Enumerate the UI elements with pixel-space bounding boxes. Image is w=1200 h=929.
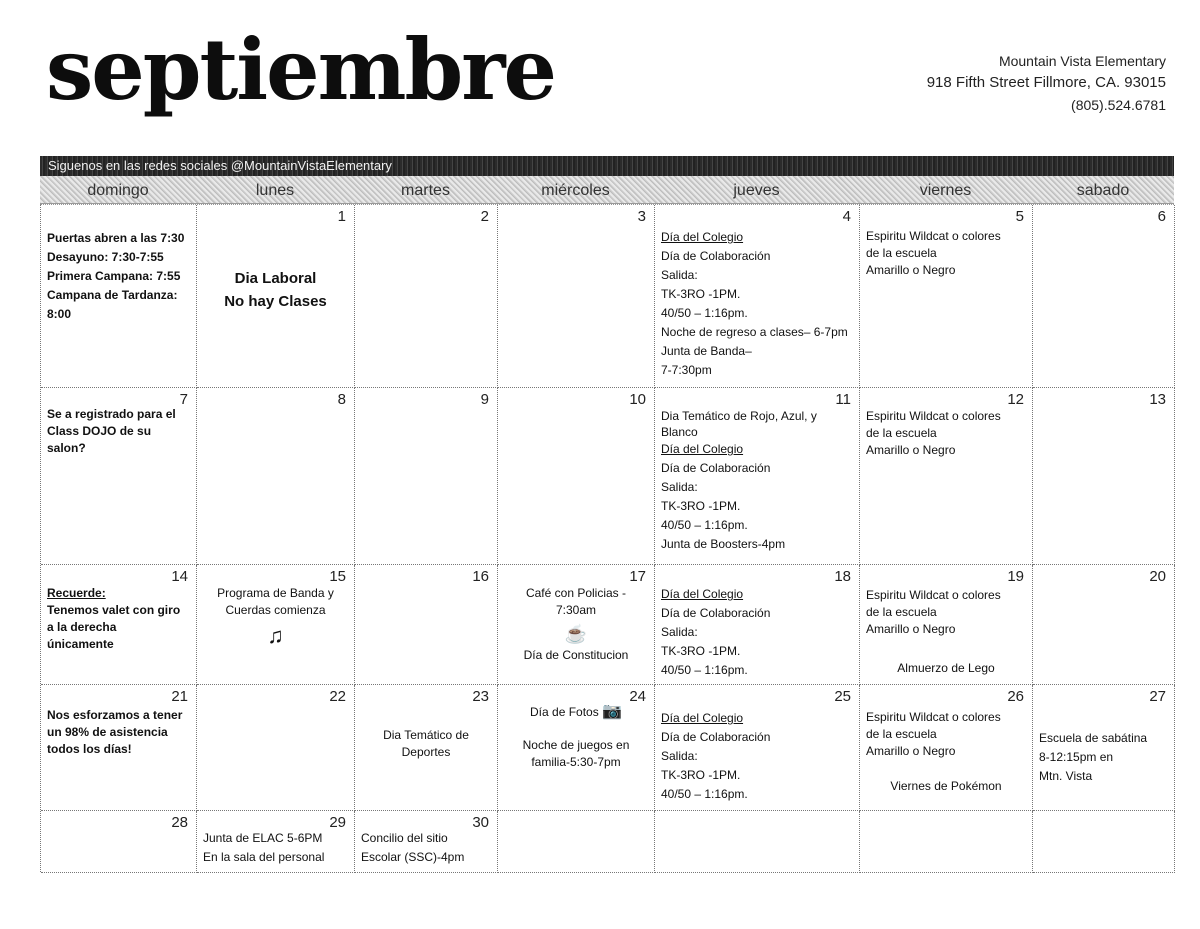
event-line: Día de Colaboración <box>661 249 771 263</box>
event-line: 7:30am <box>555 603 597 617</box>
day-number: 14 <box>171 568 188 585</box>
day-number: 19 <box>1007 568 1024 585</box>
info-line: Primera Campana: 7:55 <box>47 269 181 283</box>
event-line: Amarillo o Negro <box>866 263 956 277</box>
month-title: septiembre <box>46 20 555 119</box>
day-number: 7 <box>179 391 188 408</box>
calendar-cell <box>355 811 498 873</box>
event-line: No hay Clases <box>224 293 327 310</box>
calendar-cell <box>860 811 1033 873</box>
day-number: 26 <box>1007 688 1024 705</box>
info-line: Nos esforzamos a tener <box>47 708 183 722</box>
event-line: 40/50 – 1:16pm. <box>661 306 748 320</box>
day-number: 10 <box>629 391 646 408</box>
event-line: Noche de regreso a clases– 6-7pm <box>661 325 848 339</box>
calendar-cell <box>1033 565 1175 685</box>
event-line: Junta de Banda– <box>661 344 752 358</box>
school-phone: (805).524.6781 <box>1071 97 1166 113</box>
event-line: Día de Constitucion <box>523 648 629 662</box>
event-line: 8-12:15pm en <box>1039 750 1114 764</box>
event-line: 40/50 – 1:16pm. <box>661 518 748 532</box>
calendar-cell <box>41 565 197 685</box>
calendar-cell <box>655 205 860 388</box>
event-line: 7-7:30pm <box>661 363 712 377</box>
info-line: salon? <box>47 441 86 455</box>
event-line: 40/50 – 1:16pm. <box>661 787 748 801</box>
info-line: 8:00 <box>47 307 72 321</box>
event-line: Cuerdas comienza <box>225 603 326 617</box>
event-line: Viernes de Pokémon <box>890 779 1002 793</box>
calendar-cell <box>355 565 498 685</box>
social-media-bar: Siguenos en las redes sociales @MountainVistaElementary <box>40 156 1174 176</box>
info-line: Tenemos valet con giro <box>47 603 181 617</box>
event-line: Mtn. Vista <box>1039 769 1093 783</box>
info-line: Desayuno: 7:30-7:55 <box>47 250 164 264</box>
calendar-cell <box>197 811 355 873</box>
calendar-cell <box>1033 811 1175 873</box>
info-line: Recuerde: <box>47 586 106 600</box>
event-line: Día del Colegio <box>661 711 744 725</box>
event-line: Dia Temático de <box>383 728 469 742</box>
day-number: 15 <box>329 568 346 585</box>
event-line: TK-3RO -1PM. <box>661 499 741 513</box>
event-line: TK-3RO -1PM. <box>661 768 741 782</box>
calendar-cell <box>355 685 498 811</box>
calendar-cell <box>197 388 355 565</box>
weekday-header <box>40 176 1174 204</box>
day-number: 16 <box>472 568 489 585</box>
school-name: Mountain Vista Elementary <box>998 53 1166 69</box>
weekday-friday: viernes <box>919 182 972 199</box>
event-line: Concilio del sitio <box>361 831 448 845</box>
event-line: Espiritu Wildcat o colores <box>866 710 1001 724</box>
event-line: Almuerzo de Lego <box>897 661 995 675</box>
music-note-icon: ♫ <box>267 623 284 648</box>
calendar-cell <box>498 205 655 388</box>
calendar-cell <box>498 811 655 873</box>
event-line: Día de Colaboración <box>661 461 771 475</box>
event-line: Día de Fotos <box>530 705 599 719</box>
event-line: Salida: <box>661 268 698 282</box>
day-number: 12 <box>1007 391 1024 408</box>
event-line: Escuela de sabátina <box>1039 731 1148 745</box>
day-number: 6 <box>1157 208 1166 225</box>
event-line: Programa de Banda y <box>217 586 334 600</box>
day-number: 20 <box>1149 568 1166 585</box>
calendar-cell <box>860 565 1033 685</box>
event-line: Salida: <box>661 625 698 639</box>
event-line: En la sala del personal <box>203 850 325 864</box>
event-line: Escolar (SSC)-4pm <box>361 850 465 864</box>
calendar-cell <box>860 685 1033 811</box>
info-line: Puertas abren a las 7:30 <box>47 231 185 245</box>
calendar-cell <box>655 388 860 565</box>
event-line: de la escuela <box>866 246 937 260</box>
event-line: TK-3RO -1PM. <box>661 287 741 301</box>
event-line: familia-5:30-7pm <box>531 755 621 769</box>
weekday-tuesday: martes <box>401 182 450 199</box>
event-line: de la escuela <box>866 605 937 619</box>
calendar-cell <box>41 811 197 873</box>
event-line: Noche de juegos en <box>522 738 630 752</box>
event-line: Espiritu Wildcat o colores <box>866 588 1001 602</box>
day-number: 4 <box>842 208 851 225</box>
day-number: 18 <box>834 568 851 585</box>
day-number: 1 <box>337 208 346 225</box>
calendar-cell <box>41 685 197 811</box>
calendar-cell <box>860 388 1033 565</box>
event-line: Salida: <box>661 749 698 763</box>
info-line: Campana de Tardanza: <box>47 288 178 302</box>
day-number: 9 <box>480 391 489 408</box>
event-line: de la escuela <box>866 727 937 741</box>
day-number: 23 <box>472 688 489 705</box>
coffee-cup-icon: ☕ <box>564 624 588 644</box>
event-line: Amarillo o Negro <box>866 443 956 457</box>
event-line: 40/50 – 1:16pm. <box>661 663 748 677</box>
calendar-cell <box>498 565 655 685</box>
event-line: Espiritu Wildcat o colores <box>866 409 1001 423</box>
school-address: 918 Fifth Street Fillmore, CA. 93015 <box>926 74 1166 91</box>
calendar-cell <box>655 565 860 685</box>
calendar-grid <box>40 204 1174 872</box>
weekday-thursday: jueves <box>733 182 780 199</box>
day-number: 22 <box>329 688 346 705</box>
info-line: a la derecha <box>47 620 117 634</box>
calendar-cell <box>860 205 1033 388</box>
day-number: 28 <box>171 814 188 831</box>
day-number: 24 <box>629 688 646 705</box>
day-number: 3 <box>637 208 646 225</box>
event-line: TK-3RO -1PM. <box>661 644 741 658</box>
event-line: Día del Colegio <box>661 230 744 244</box>
calendar-cell <box>355 388 498 565</box>
day-number: 29 <box>329 814 346 831</box>
day-number: 8 <box>337 391 346 408</box>
day-number: 30 <box>472 814 489 831</box>
calendar-cell <box>498 685 655 811</box>
day-number: 27 <box>1149 688 1166 705</box>
day-number: 13 <box>1149 391 1166 408</box>
event-line: Dia Laboral <box>234 270 317 287</box>
calendar-cell <box>41 388 197 565</box>
event-line: de la escuela <box>866 426 937 440</box>
weekday-monday: lunes <box>255 182 295 199</box>
info-line: únicamente <box>47 637 114 651</box>
school-info <box>927 50 1166 116</box>
weekday-wednesday: miércoles <box>541 182 610 199</box>
calendar-cell <box>1033 205 1175 388</box>
event-line: Día de Colaboración <box>661 606 771 620</box>
calendar-cell <box>498 388 655 565</box>
day-number: 21 <box>171 688 188 705</box>
calendar-cell <box>655 811 860 873</box>
day-number: 5 <box>1015 208 1024 225</box>
event-line: Café con Policias - <box>525 586 627 600</box>
camera-icon: 📷 <box>602 703 622 720</box>
calendar-cell <box>655 685 860 811</box>
event-line: Día del Colegio <box>661 442 744 456</box>
weekday-saturday: sabado <box>1076 182 1130 199</box>
calendar-cell <box>1033 685 1175 811</box>
event-line: Amarillo o Negro <box>866 744 956 758</box>
weekday-sunday: domingo <box>87 182 149 199</box>
calendar-cell <box>1033 388 1175 565</box>
calendar-cell <box>197 565 355 685</box>
calendar-cell <box>197 685 355 811</box>
event-line: Dia Temático de Rojo, Azul, y <box>661 409 817 423</box>
event-line: Espiritu Wildcat o colores <box>866 229 1001 243</box>
event-line: Salida: <box>661 480 698 494</box>
event-line: Día del Colegio <box>661 587 744 601</box>
event-line: Deportes <box>401 745 451 759</box>
event-line: Día de Colaboración <box>661 730 771 744</box>
info-line: Se a registrado para el <box>47 407 176 421</box>
event-line: Junta de Boosters-4pm <box>661 537 786 551</box>
event-line: Amarillo o Negro <box>866 622 956 636</box>
info-line: Class DOJO de su <box>47 424 152 438</box>
calendar-cell <box>41 205 197 388</box>
calendar-cell <box>197 205 355 388</box>
info-line: todos los días! <box>47 742 132 756</box>
day-number: 2 <box>480 208 489 225</box>
day-number: 25 <box>834 688 851 705</box>
event-line: Junta de ELAC 5-6PM <box>203 831 323 845</box>
calendar-cell <box>355 205 498 388</box>
info-line: un 98% de asistencia <box>47 725 168 739</box>
event-line: Blanco <box>661 425 698 439</box>
day-number: 17 <box>629 568 646 585</box>
day-number: 11 <box>835 391 851 408</box>
